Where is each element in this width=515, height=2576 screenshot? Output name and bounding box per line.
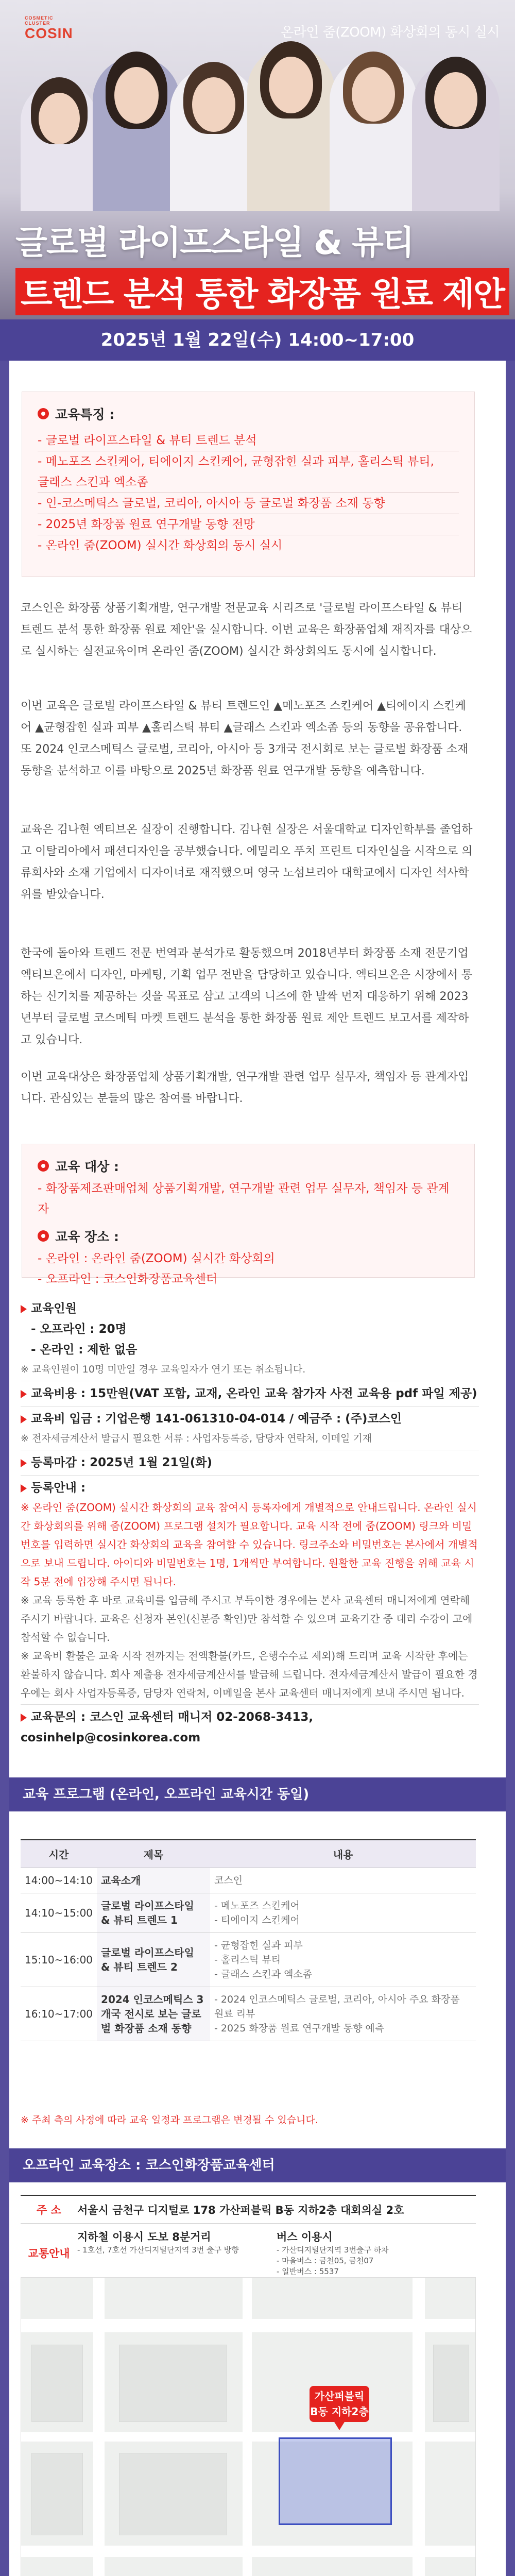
list-item: - 글로벌 라이프스타일 & 뷰티 트렌드 분석: [38, 430, 459, 451]
info-section: [21, 1298, 479, 1748]
target-heading: 교육 대상 :: [55, 1159, 119, 1174]
account-text: 교육비 입금 : 기업은행 141-061310-04-014 / 예금주 : (주)코스인: [31, 1412, 402, 1426]
contact-text[interactable]: 교육문의 : 코스인 교육센터 매니저 02-2068-3413, cosinhelp@cosinkorea.com: [21, 1710, 314, 1744]
building-marker: [279, 2437, 392, 2525]
company-paragraph: 한국에 돌아와 트렌드 전문 번역과 분석가로 활동했으며 2018년부터 화장품 소재 전문기업 엑티브온에서 디자인, 마케팅, 기획 업무 전반을 담당하고 있습니다. 엑티브온은 시장에서 통하는 신기치를 제공하는 것을 목표로 삼고 고객의 니즈에 한 발짝 먼저 대응하기 위해 2023년부터 글로벌 코스메틱 마켓 트렌드 분석을 통한 화장품 원료 제안 트렌드 보고서를 제작하고 있습니다.: [21, 947, 473, 1046]
refund-note: ※ 교육비 환불은 교육 시작 전까지는 전액환불(카드, 은행수수료 제외)해 드리며 교육 시작한 후에는 환불하지 않습니다. 회사 제출용 전자세금계산서를 발급해 드립니다. 전자세금계산서 발급이 필요한 경우에는 회사 사업자등록증, 담당자 연락처, 이메일을 본사 교육센터 매니저에게 보내 주시면 됩니다.: [21, 1650, 478, 1699]
features-list: [38, 430, 459, 556]
place-heading: 교육 장소 :: [55, 1229, 119, 1244]
personnel-note: ※ 교육인원이 10명 미만일 경우 교육일자가 연기 또는 취소됩니다.: [21, 1364, 306, 1375]
trend-paragraph: 이번 교육은 글로벌 라이프스타일 & 뷰티 트렌드인 ▲메노포즈 스킨케어 ▲티에이지 스킨케어 ▲균형잡힌 실과 피부 ▲홀리스틱 뷰티 ▲글래스 스킨과 엑소좀 등의 동향을 공유합니다. 또 2024 인코스메틱스 글로벌, 코리아, 아시아 등 3개국 전시회로 보는 글로벌 화장품 소재 동향을 분석하고 이를 바탕으로 2025년 화장품 원료 연구개발 동향을 예측합니다.: [21, 700, 469, 777]
triangle-bullet-icon: [21, 1459, 27, 1467]
offline-capacity: - 오프라인 : 20명: [31, 1323, 127, 1336]
triangle-bullet-icon: [21, 1415, 27, 1423]
intro-paragraph: 코스인은 화장품 상품기획개발, 연구개발 전문교육 시리즈로 '글로벌 라이프스타일 & 뷰티 트렌드 분석 통한 화장품 원료 제안'을 실시합니다. 이번 교육은 화장품업체 재직자를 대상으로 실시하는 실전교육이며 온라인 줌(ZOOM) 실시간 화상회의도 동시에 실시합니다.: [21, 602, 472, 658]
personnel-label: 교육인원: [31, 1302, 77, 1315]
hero-banner: [0, 0, 515, 319]
model-photo: [0, 41, 515, 211]
target-paragraph: 이번 교육대상은 화장품업체 상품기획개발, 연구개발 관련 업무 실무자, 책임자 등 관계자입니다. 관심있는 분들의 많은 참여를 바랍니다.: [21, 1071, 469, 1105]
location-map[interactable]: [21, 2277, 476, 2576]
table-row: 16:10~17:00 2024 인코스메틱스 3개국 전시로 보는 글로벌 화장품 소재 동향 - 2024 인코스메틱스 글로벌, 코리아, 아시아 주요 화장품 원료 리뷰 - 2025 화장품 원료 연구개발 동향 예측: [21, 1987, 476, 2041]
program-table: [21, 1839, 476, 2041]
address-label: 주 소: [37, 2204, 61, 2216]
bullet-icon: [38, 1160, 49, 1172]
map-pin-icon: 가산퍼블릭 B동 지하2층: [310, 2386, 369, 2422]
cosin-logo[interactable]: COSMETIC CLUSTER COSIN: [25, 15, 73, 41]
header-desc: 내용: [210, 1840, 476, 1868]
list-item: - 2025년 화장품 원료 연구개발 동향 전망: [38, 514, 459, 535]
list-item: - 인-코스메틱스 글로벌, 코리아, 아시아 등 글로벌 화장품 소재 동향: [38, 493, 459, 514]
program-note: ※ 주최 측의 사정에 따라 교육 일정과 프로그램은 변경될 수 있습니다.: [21, 2114, 318, 2126]
offline-bar: 오프라인 교육장소 : 코스인화장품교육센터: [9, 2148, 506, 2182]
bullet-icon: [38, 408, 49, 419]
bullet-icon: [38, 1230, 49, 1242]
register-zoom-note: ※ 온라인 줌(ZOOM) 실시간 화상회의 교육 참여시 등록자에게 개별적으로 안내드립니다. 온라인 실시간 화상회의를 위해 줌(ZOOM) 프로그램 설치가 필요합니다. 교육 시작 전에 줌(ZOOM) 링크와 비밀번호를 입력하면 실시간 화상회의 교육을 참여할 수 있습니다. 링크주소와 비밀번호는 본사에서 개별적으로 보내 드립니다. 아이디와 비밀번호는 1명, 1개씩만 부여합니다. 원활한 교육 진행을 위해 교육 시작 5분 전에 입장해 주시면 됩니다.: [21, 1501, 478, 1588]
features-box: [22, 392, 475, 577]
triangle-bullet-icon: [21, 1714, 27, 1722]
list-item: 글래스 스킨과 엑소좀: [38, 472, 459, 493]
online-capacity: - 온라인 : 제한 없음: [31, 1343, 138, 1357]
table-row: 15:10~16:00 글로벌 라이프스타일 & 뷰티 트렌드 2 - 균형잡힌 실과 피부 - 홀리스틱 뷰티 - 글래스 스킨과 엑소좀: [21, 1933, 476, 1987]
header-title: 제목: [97, 1840, 210, 1868]
subway-title: 지하철 이용시 도보 8분거리: [77, 2231, 211, 2243]
target-value: - 화장품제조판매업체 상품기획개발, 연구개발 관련 업무 실무자, 책임자 등 관계자: [38, 1182, 450, 1216]
place-offline: - 오프라인 : 코스인화장품교육센터: [38, 1273, 218, 1286]
hero-title-line2: 트렌드 분석 통한 화장품 원료 제안: [15, 268, 509, 315]
traffic-label: 교통안내: [28, 2247, 70, 2260]
account-note: ※ 전자세금계산서 발급시 필요한 서류 : 사업자등록증, 담당자 연락처, 이메일 기재: [21, 1433, 372, 1444]
triangle-bullet-icon: [21, 1484, 27, 1493]
event-date: 2025년 1월 22일(수) 14:00~17:00: [0, 319, 515, 361]
target-place-box: [22, 1144, 475, 1286]
lecturer-paragraph: 교육은 김나현 엑티브온 실장이 진행합니다. 김나현 실장은 서울대학교 디자인학부를 졸업하고 이탈리아에서 패션디자인을 공부했습니다. 에밀리오 푸치 프린트 디자인실을 시작으로 의류회사와 소재 기업에서 디자이너로 재직했으며 영국 노섬브리아 대학교에서 디자인 석사학위를 받았습니다.: [21, 823, 473, 901]
table-row: 14:10~15:00 글로벌 라이프스타일 & 뷰티 트렌드 1 - 메노포즈 스킨케어 - 티에이지 스킨케어: [21, 1893, 476, 1933]
register-label: 등록안내 :: [31, 1481, 86, 1495]
address-value: 서울시 금천구 디지털로 178 가산퍼블릭 B동 지하2층 대회의실 2호: [77, 2204, 404, 2216]
triangle-bullet-icon: [21, 1390, 27, 1398]
program-bar: 교육 프로그램 (온라인, 오프라인 교육시간 동일): [9, 1777, 506, 1811]
fee-text: 교육비용 : 15만원(VAT 포함, 교재, 온라인 교육 참가자 사전 교육용 pdf 파일 제공): [31, 1387, 477, 1400]
online-zoom-notice: 온라인 줌(ZOOM) 화상회의 동시 실시: [281, 25, 500, 40]
subway-detail: - 1호선, 7호선 가산디지털단지역 3번 출구 방향: [77, 2245, 239, 2255]
list-item: - 온라인 줌(ZOOM) 실시간 화상회의 동시 실시: [38, 539, 283, 552]
triangle-bullet-icon: [21, 1305, 27, 1313]
place-online: - 온라인 : 온라인 줌(ZOOM) 실시간 화상회의: [38, 1252, 275, 1265]
register-payment-note: ※ 교육 등록한 후 바로 교육비를 입금해 주시고 부득이한 경우에는 본사 교육센터 매니저에게 연락해 주시기 바랍니다. 교육은 신청자 본인(신분증 확인)만 참석할 수 있으며 교육기간 중 대리 수강이 고에 참석할 수 없습니다.: [21, 1594, 473, 1643]
table-row: 14:00~14:10 교육소개 코스인: [21, 1868, 476, 1893]
hero-title-line1: 글로벌 라이프스타일 & 뷰티: [15, 224, 414, 262]
bus-title: 버스 이용시: [277, 2231, 333, 2243]
location-table: 주 소 서울시 금천구 디지털로 178 가산퍼블릭 B동 지하2층 대회의실 2호 교통안내 지하철 이용시 도보 8분거리 - 1호선, 7호선 가산디지털단지역 3번 출구 방향 버스 이용시 - 가산디지털단지역 3번출구 하차 - 마을버스 : 금천05, 금천07 - 일반버스 : 5537: [21, 2195, 476, 2282]
deadline-text: 등록마감 : 2025년 1월 21일(화): [31, 1456, 213, 1469]
header-time: 시간: [21, 1840, 97, 1868]
features-heading: 교육특징 :: [55, 407, 115, 422]
hero-title: [15, 216, 504, 315]
list-item: - 메노포즈 스킨케어, 티에이지 스킨케어, 균형잡힌 실과 피부, 홀리스틱 뷰티,: [38, 455, 434, 468]
